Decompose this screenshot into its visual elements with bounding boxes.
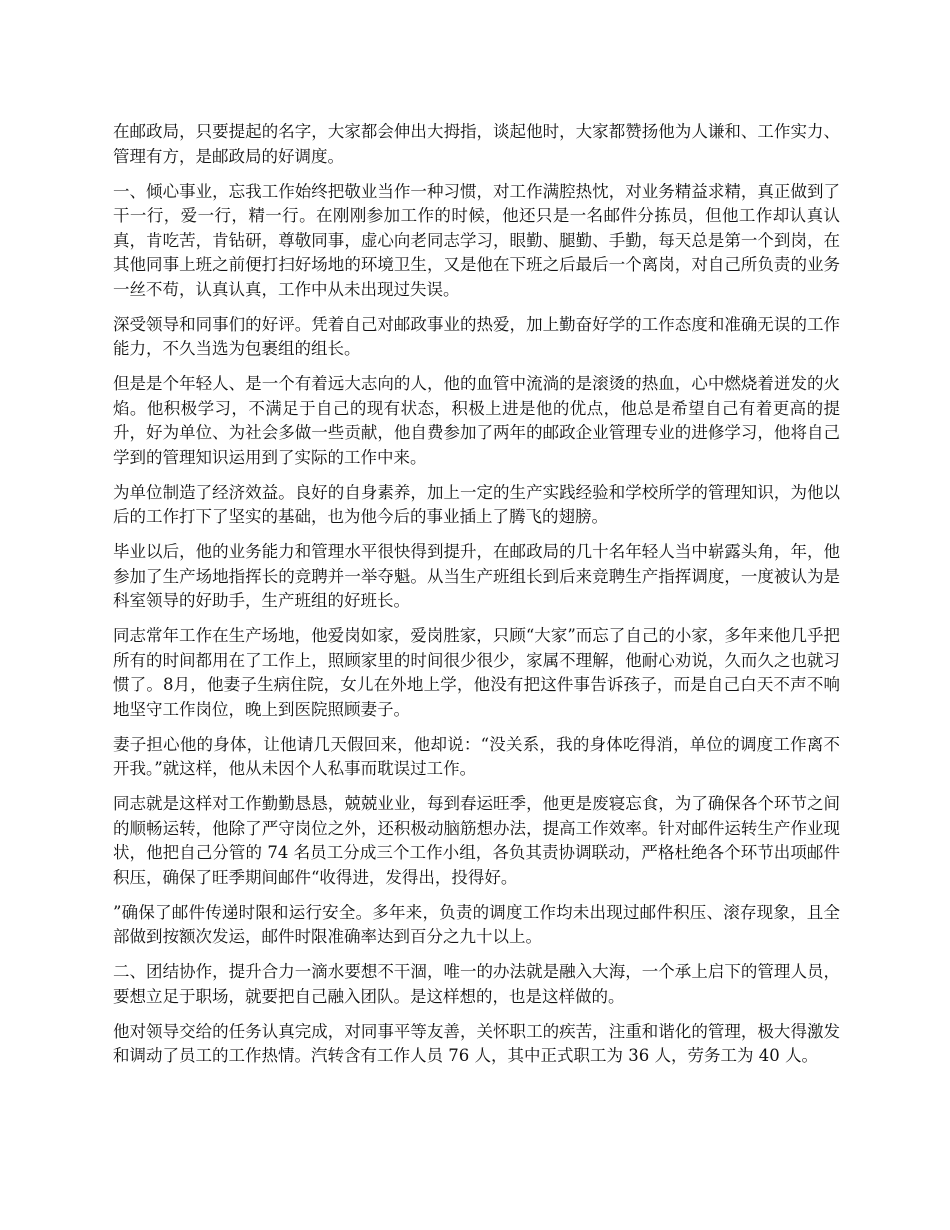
paragraph: ”确保了邮件传递时限和运行安全。多年来，负责的调度工作均未出现过邮件积压、滚存现象，且全部做到按额次发运，邮件时限准确率达到百分之九十以上。 bbox=[113, 902, 840, 946]
paragraph: 深受领导和同事们的好评。凭着自己对邮政事业的热爱，加上勤奋好学的工作态度和准确无误的工作能力，不久当选为包裹组的组长。 bbox=[113, 314, 840, 358]
paragraph: 但是是个年轻人、是一个有着远大志向的人，他的血管中流淌的是滚烫的热血，心中燃烧着迸发的火焰。他积极学习，不满足于自己的现有状态，积极上进是他的优点，他总是希望自己有着更高的提升，好为单位、为社会多做一些贡献，他自费参加了两年的邮政企业管理专业的进修学习，他将自己学到的管理知识运用到了实际的工作中来。 bbox=[113, 374, 840, 467]
paragraph-section-two: 二、团结协作，提升合力一滴水要想不干涸，唯一的办法就是融入大海，一个承上启下的管理人员，要想立足于职场，就要把自己融入团队。是这样想的，也是这样做的。 bbox=[113, 962, 840, 1006]
paragraph: 为单位制造了经济效益。良好的自身素养，加上一定的生产实践经验和学校所学的管理知识，为他以后的工作打下了坚实的基础，也为他今后的事业插上了腾飞的翅膀。 bbox=[113, 482, 840, 526]
paragraph: 同志就是这样对工作勤勤恳恳，兢兢业业，每到春运旺季，他更是废寝忘食，为了确保各个环节之间的顺畅运转，他除了严守岗位之外，还积极动脑筋想办法，提高工作效率。针对邮件运转生产作业现状，他把自己分管的 74 名员工分成三个工作小组，各负其责协调联动，严格杜绝各个环节出项邮件积压，确保了旺季期间邮件“收得进，发得出，投得好。 bbox=[113, 794, 840, 887]
paragraph-section-one: 一、倾心事业，忘我工作始终把敬业当作一种习惯，对工作满腔热忱，对业务精益求精，真正做到了干一行，爱一行，精一行。在刚刚参加工作的时候，他还只是一名邮件分拣员，但他工作却认真认真，肯吃苦，肯钻研，尊敬同事，虚心向老同志学习，眼勤、腿勤、手勤，每天总是第一个到岗，在其他同事上班之前便打扫好场地的环境卫生，又是他在下班之后最后一个离岗，对自己所负责的业务一丝不苟，认真认真，工作中从未出现过失误。 bbox=[113, 181, 840, 299]
document-body bbox=[113, 120, 840, 1079]
paragraph: 毕业以后，他的业务能力和管理水平很快得到提升，在邮政局的几十名年轻人当中崭露头角，年，他参加了生产场地指挥长的竞聘并一举夺魁。从当生产班组长到后来竞聘生产指挥调度，一度被认为是科室领导的好助手，生产班组的好班长。 bbox=[113, 542, 840, 610]
paragraph-intro: 在邮政局，只要提起的名字，大家都会伸出大拇指，谈起他时，大家都赞扬他为人谦和、工作实力、管理有方，是邮政局的好调度。 bbox=[113, 122, 840, 166]
paragraph: 同志常年工作在生产场地，他爱岗如家，爱岗胜家，只顾“大家”而忘了自己的小家，多年来他几乎把所有的时间都用在了工作上，照顾家里的时间很少很少，家属不理解，他耐心劝说，久而久之也就习惯了。8月，他妻子生病住院，女儿在外地上学，他没有把这件事告诉孩子，而是自己白天不声不响地坚守工作岗位，晚上到医院照顾妻子。 bbox=[113, 626, 840, 719]
paragraph: 妻子担心他的身体，让他请几天假回来，他却说：“没关系，我的身体吃得消，单位的调度工作离不开我。”就这样，他从未因个人私事而耽误过工作。 bbox=[113, 734, 840, 778]
paragraph: 他对领导交给的任务认真完成，对同事平等友善，关怀职工的疾苦，注重和谐化的管理，极大得激发和调动了员工的工作热情。汽转含有工作人员 76 人，其中正式职工为 36 人，劳务工为 40 人。 bbox=[113, 1021, 840, 1065]
